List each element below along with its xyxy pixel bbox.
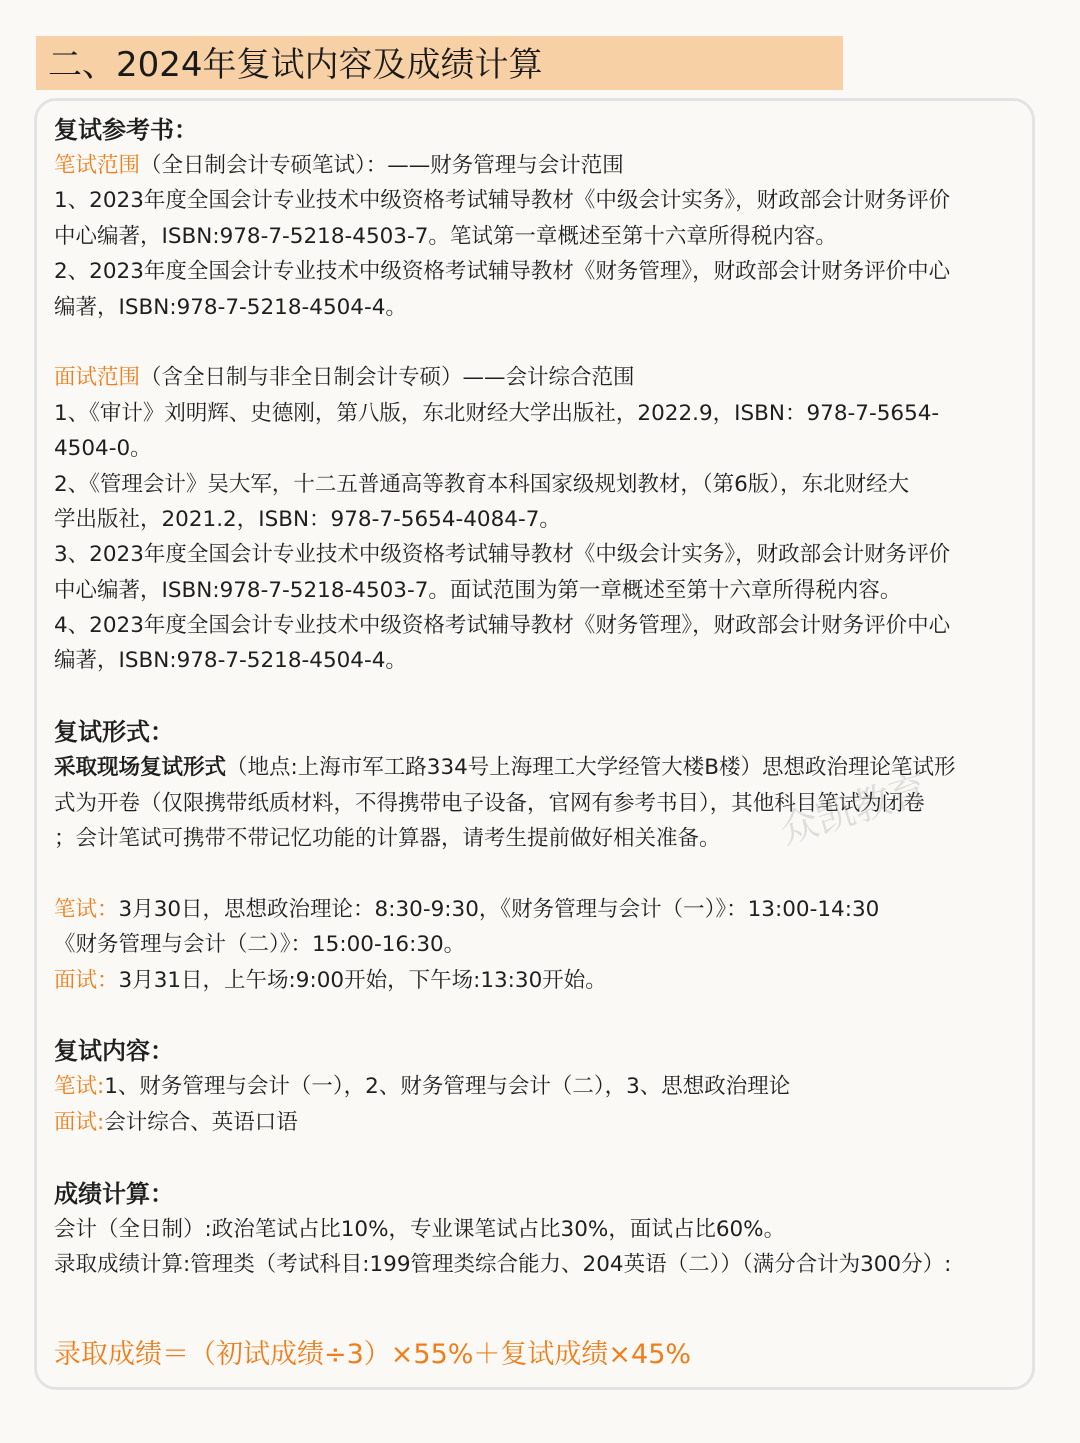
interview-content-text: 会计综合、英语口语 <box>104 1109 298 1135</box>
score-heading: 成绩计算： <box>54 1179 174 1208</box>
interview-book-line: 3、2023年度全国会计专业技术中级资格考试辅导教材《中级会计实务》，财政部会计财务评价 <box>54 542 951 568</box>
interview-scope-line <box>54 360 1044 395</box>
interview-scope-desc: （含全日制与非全日制会计专硕）——会计综合范围 <box>140 365 635 391</box>
interview-schedule-line <box>54 963 1044 998</box>
written-scope-desc: （全日制会计专硕笔试）：——财务管理与会计范围 <box>140 153 624 178</box>
score-formula: 录取成绩＝（初试成绩÷3）×55%＋复试成绩×45% <box>54 1339 692 1370</box>
format-line: 式为开卷（仅限携带纸质材料，不得携带电子设备，官网有参考书目），其他科目笔试为闭卷 <box>54 790 925 816</box>
written-scope-line <box>54 148 1044 183</box>
written-book-line: 中心编著，ISBN:978-7-5218-4503-7。笔试第一章概述至第十六章所得税内容。 <box>54 223 837 249</box>
format-heading: 复试形式： <box>54 718 174 747</box>
format-location: （地点:上海市军工路334号上海理工大学经管大楼B楼）思想政治理论笔试形 <box>226 755 956 781</box>
written-book-line: 编著，ISBN:978-7-5218-4504-4。 <box>54 294 407 320</box>
interview-scope-label: 面试范围 <box>54 365 141 391</box>
written-book-line: 1、2023年度全国会计专业技术中级资格考试辅导教材《中级会计实务》，财政部会计财务评价 <box>54 188 951 214</box>
interview-book-line: 4504-0。 <box>54 436 152 462</box>
interview-book-line: 4、2023年度全国会计专业技术中级资格考试辅导教材《财务管理》，财政部会计财务评价中心 <box>54 613 951 639</box>
written-content-label: 笔试: <box>54 1074 105 1100</box>
ref-books-heading: 复试参考书： <box>54 116 198 144</box>
interview-book-line: 2、《管理会计》吴大军，十二五普通高等教育本科国家级规划教材，（第6版），东北财经大 <box>54 471 910 497</box>
written-schedule-text: 3月30日，思想政治理论：8:30-9:30，《财务管理与会计（一）》：13:00-14:30 <box>118 896 880 922</box>
written-scope-label: 笔试范围 <box>54 153 141 178</box>
interview-content-line <box>54 1105 1044 1140</box>
interview-schedule-text: 3月31日，上午场:9:00开始，下午场:13:30开始。 <box>118 967 607 993</box>
interview-book-line: 中心编著，ISBN:978-7-5218-4503-7。面试范围为第一章概述至第十六章所得税内容。 <box>54 577 902 603</box>
page-title: 二、2024年复试内容及成绩计算 <box>36 36 843 90</box>
content-heading: 复试内容： <box>54 1037 174 1066</box>
interview-content-label: 面试: <box>54 1109 105 1135</box>
interview-book-line: 编著，ISBN:978-7-5218-4504-4。 <box>54 648 407 674</box>
written-schedule-line <box>54 892 1044 927</box>
content-body <box>54 112 1044 1282</box>
written-schedule-label: 笔试： <box>54 896 119 922</box>
format-lead: 采取现场复试形式 <box>54 755 227 781</box>
score-ratio-line: 会计（全日制）:政治笔试占比10%，专业课笔试占比30%，面试占比60%。 <box>54 1216 786 1242</box>
format-line: ；会计笔试可携带不带记忆功能的计算器，请考生提前做好相关准备。 <box>54 826 721 852</box>
written-content-text: 1、财务管理与会计（一），2、财务管理与会计（二），3、思想政治理论 <box>104 1074 791 1100</box>
written-book-line: 2、2023年度全国会计专业技术中级资格考试辅导教材《财务管理》，财政部会计财务评价中心 <box>54 259 951 285</box>
written-schedule-line: 《财务管理与会计（二）》：15:00-16:30。 <box>54 932 466 958</box>
interview-schedule-label: 面试： <box>54 967 119 993</box>
written-content-line <box>54 1069 1044 1104</box>
interview-book-line: 学出版社，2021.2，ISBN：978-7-5654-4084-7。 <box>54 506 561 532</box>
interview-book-line: 1、《审计》刘明辉、史德刚，第八版，东北财经大学出版社，2022.9，ISBN：978-7-5654- <box>54 400 940 426</box>
watermark: 众凯教育 <box>774 766 933 853</box>
score-calc-line: 录取成绩计算:管理类（考试科目:199管理类综合能力、204英语（二））（满分合计为300分）: <box>54 1251 952 1277</box>
